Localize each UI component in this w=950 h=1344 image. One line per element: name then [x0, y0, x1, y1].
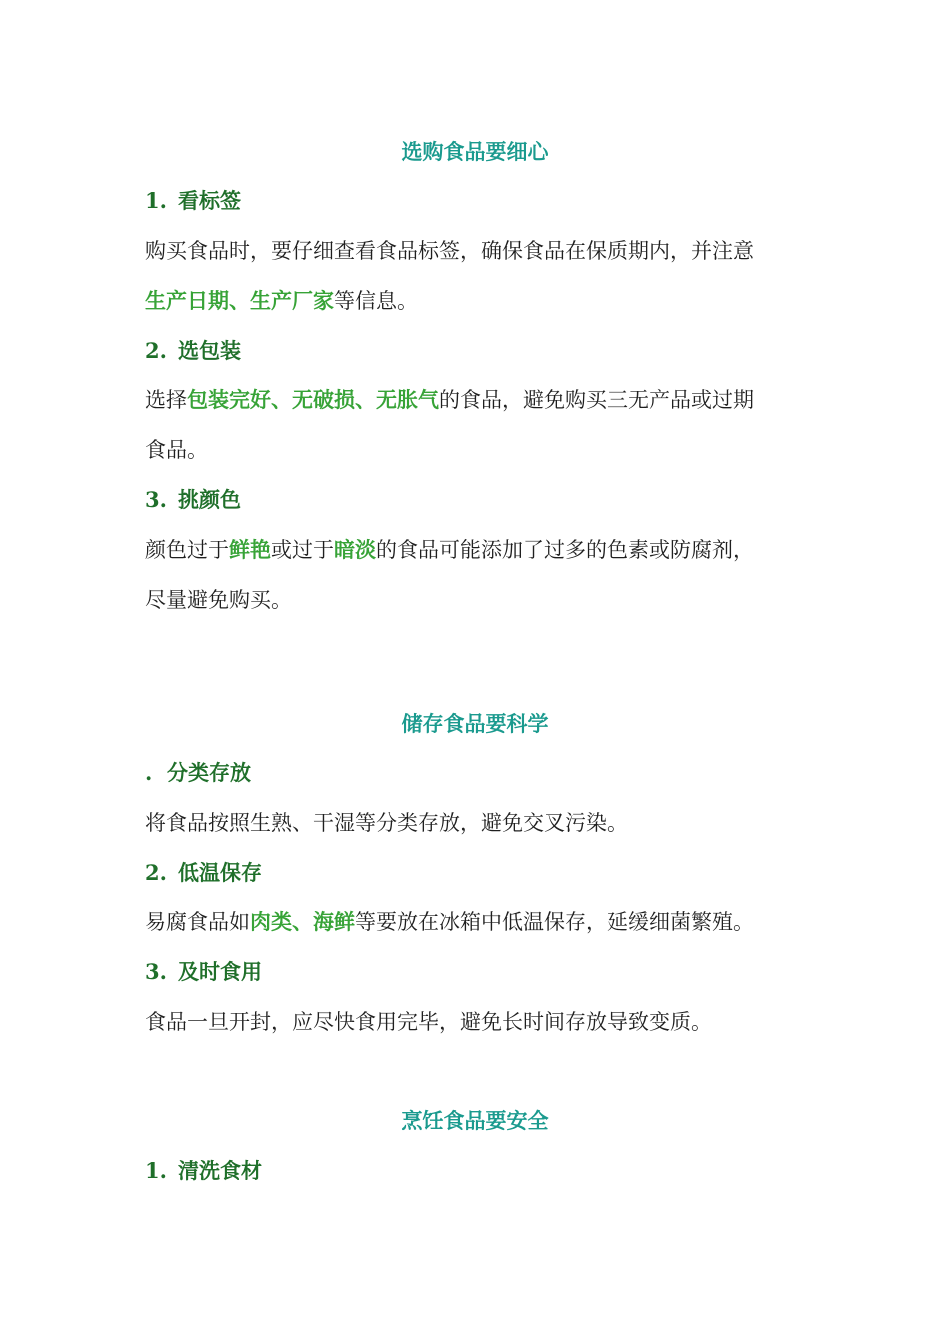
- item-number: 3.: [145, 959, 167, 984]
- text-run: 颜色过于: [145, 538, 229, 562]
- item-heading-text: 分类存放: [167, 760, 251, 785]
- item-heading-text: 看标签: [178, 188, 241, 213]
- item-number: 2.: [145, 338, 167, 363]
- item-heading: [145, 336, 825, 366]
- text-run: 等信息。: [334, 289, 418, 313]
- item-heading-text: 选包装: [178, 338, 241, 363]
- item-heading-text: 清洗食材: [178, 1158, 262, 1183]
- text-run: 食品。: [145, 438, 208, 462]
- section-title: 选购食品要细心: [401, 139, 549, 164]
- paragraph-line: [145, 535, 825, 565]
- item-heading: [145, 1156, 825, 1186]
- text-run: 食品一旦开封，应尽快食用完毕，避免长时间存放导致变质。: [145, 1010, 712, 1034]
- highlight-text: 鲜艳: [229, 537, 271, 562]
- item-number: 2.: [145, 860, 167, 885]
- paragraph-line: [145, 435, 825, 465]
- paragraph-line: [145, 385, 825, 415]
- paragraph-line: [145, 286, 825, 316]
- section-title: 储存食品要科学: [401, 711, 549, 736]
- text-run: 或过于: [271, 538, 334, 562]
- text-run: 购买食品时，要仔细查看食品标签，确保食品在保质期内，并注意: [145, 239, 754, 263]
- text-run: 尽量避免购买。: [145, 588, 292, 612]
- item-heading: [145, 957, 825, 987]
- item-heading: [145, 186, 825, 216]
- highlight-text: 肉类、海鲜: [250, 909, 355, 934]
- item-heading: [145, 758, 825, 788]
- text-run: 的食品可能添加了过多的色素或防腐剂，: [376, 538, 754, 562]
- item-number: 1.: [145, 1158, 167, 1183]
- highlight-text: 包装完好、无破损、无胀气: [187, 387, 439, 412]
- highlight-text: 生产日期、生产厂家: [145, 288, 334, 313]
- paragraph-line: [145, 907, 825, 937]
- text-run: 的食品，避免购买三无产品或过期: [439, 388, 754, 412]
- text-run: 等要放在冰箱中低温保存，延缓细菌繁殖。: [355, 910, 754, 934]
- text-run: 易腐食品如: [145, 910, 250, 934]
- section-title: 烹饪食品要安全: [401, 1108, 549, 1133]
- paragraph-line: [145, 585, 825, 615]
- item-heading: [145, 858, 825, 888]
- highlight-text: 暗淡: [334, 537, 376, 562]
- item-heading: [145, 485, 825, 515]
- text-run: 选择: [145, 388, 187, 412]
- paragraph-line: [145, 808, 825, 838]
- item-number: 3.: [145, 487, 167, 512]
- item-number: .: [145, 760, 153, 785]
- paragraph-line: [145, 236, 825, 266]
- text-run: 将食品按照生熟、干湿等分类存放，避免交叉污染。: [145, 811, 628, 835]
- item-heading-text: 及时食用: [178, 959, 262, 984]
- item-number: 1.: [145, 188, 167, 213]
- item-heading-text: 低温保存: [178, 860, 262, 885]
- paragraph-line: [145, 1007, 825, 1037]
- item-heading-text: 挑颜色: [178, 487, 241, 512]
